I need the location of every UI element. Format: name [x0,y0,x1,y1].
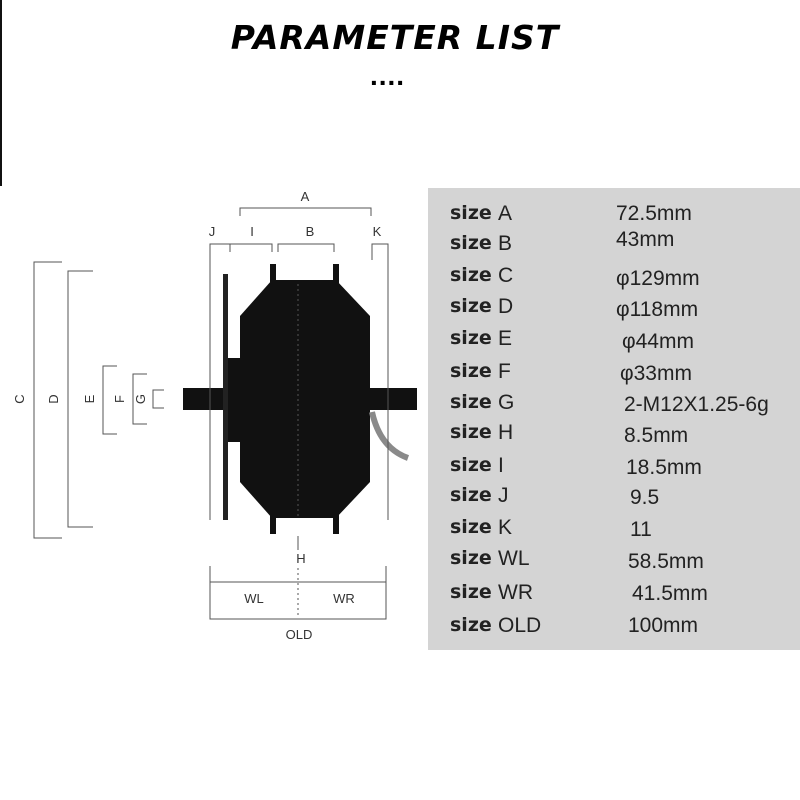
param-value: 43mm [616,228,675,251]
param-key: A [498,202,513,225]
param-row-c [428,264,800,296]
param-key: B [498,232,513,255]
param-key: WL [498,547,530,570]
dim-b-label: B [305,224,315,239]
right-spoke-flange [333,264,339,534]
param-row-d [428,295,800,327]
param-row-g [428,391,800,423]
dim-h-label: H [296,551,306,566]
param-row-h [428,421,800,453]
param-value: 100mm [628,614,699,637]
param-value: φ129mm [616,267,700,290]
dim-a-label: A [300,189,310,204]
param-key: E [498,327,513,350]
param-key: F [498,360,511,383]
title-dots: .... [369,60,406,91]
param-key: G [498,391,515,414]
param-size-word: size [450,295,492,317]
dim-a-bracket [240,208,371,216]
param-size-word: size [450,232,492,254]
param-value: φ44mm [622,330,694,353]
param-row-j [428,484,800,516]
param-value: φ118mm [616,298,699,321]
param-row-e [428,327,800,359]
param-value: 18.5mm [626,456,702,479]
param-value: 41.5mm [632,582,708,605]
dim-c-label: C [12,394,27,404]
dim-d-label: D [46,394,61,404]
dim-g-label: G [133,393,148,405]
dim-i-label: I [250,224,254,239]
param-value: 11 [630,518,652,541]
param-row-wr [428,581,800,613]
param-size-word: size [450,516,492,538]
motor-dimension-diagram [0,180,428,660]
param-key: I [498,454,504,477]
dim-k-label: K [372,224,382,239]
dim-wr-label: WR [333,591,355,606]
dim-old-label: OLD [285,627,313,642]
param-key: OLD [498,614,542,637]
param-size-word: size [450,421,492,443]
param-value: 58.5mm [628,550,704,573]
param-value: 9.5 [630,486,660,509]
dim-j-label: J [208,224,216,239]
dim-g-bracket [153,390,164,408]
dim-i-bracket [230,244,272,252]
param-row-f [428,360,800,392]
param-size-word: size [450,202,492,224]
param-key: H [498,421,514,444]
param-key: D [498,295,514,318]
dim-j-bracket [210,244,230,252]
brake-disc [223,274,228,520]
param-size-word: size [450,327,492,349]
param-size-word: size [450,264,492,286]
dim-b-bracket [278,244,334,252]
page-title: PARAMETER LIST [230,18,560,57]
dim-e-label: E [82,394,97,404]
param-row-i [428,454,800,486]
param-size-word: size [450,547,492,569]
param-key: C [498,264,514,287]
parameter-table [428,188,800,650]
left-spoke-flange [270,264,276,534]
param-row-b [428,228,800,264]
dim-f-label: F [112,395,127,403]
param-size-word: size [450,454,492,476]
param-row-a [428,202,800,234]
param-size-word: size [450,614,492,636]
param-size-word: size [450,484,492,506]
param-size-word: size [450,581,492,603]
param-key: K [498,516,513,539]
param-key: WR [498,581,533,604]
param-row-old [428,614,800,646]
motor-body [240,280,370,518]
param-row-k [428,516,800,548]
dim-k-bracket [372,244,388,260]
param-value: 8.5mm [624,424,689,447]
param-size-word: size [450,391,492,413]
param-size-word: size [450,360,492,382]
param-value: φ33mm [620,362,692,385]
param-key: J [498,484,509,507]
dim-wl-label: WL [244,591,264,606]
param-row-wl [428,547,800,579]
param-value: 2-M12X1.25-6g [624,393,769,416]
motor-cable [372,412,408,458]
param-value: 72.5mm [616,202,692,225]
left-hub-collar [228,358,242,442]
